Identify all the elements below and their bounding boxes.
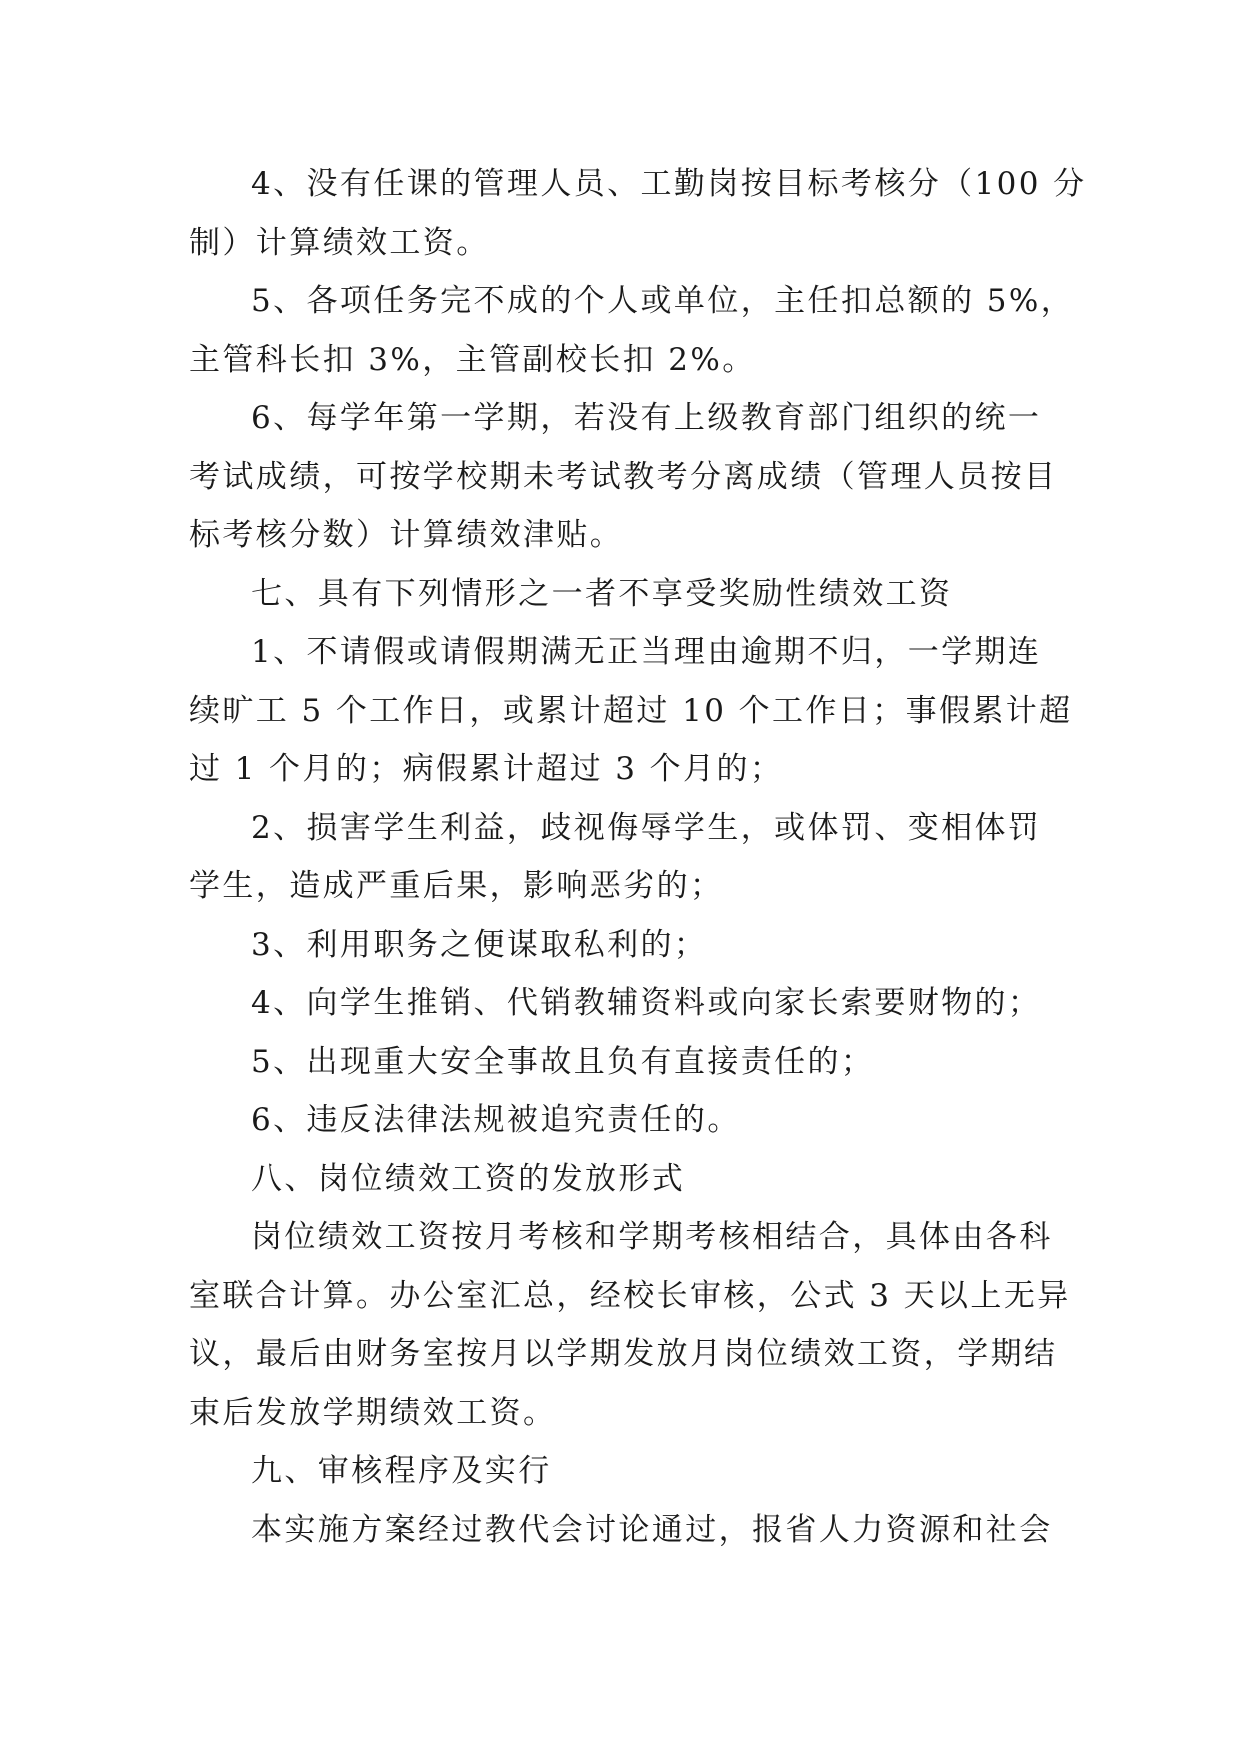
text-line: 3、利用职务之便谋取私利的；	[251, 926, 708, 963]
paragraph-item-3-abuse-of-office	[189, 916, 1051, 975]
text-line: 过 1 个月的；病假累计超过 3 个月的；	[189, 751, 784, 787]
paragraph-item-1-absence	[189, 623, 1073, 799]
text-line: 6、每学年第一学期，若没有上级教育部门组织的统一	[251, 400, 1042, 436]
paragraph-item-6-law-violation	[189, 1091, 1051, 1150]
paragraph-item-4-management-staff	[189, 155, 1087, 272]
text-line: 6、违反法律法规被追究责任的。	[251, 1102, 741, 1138]
paragraph-payment-method	[189, 1208, 1071, 1442]
text-line: 束后发放学期绩效工资。	[189, 1394, 557, 1431]
text-line: 1、不请假或请假期满无正当理由逾期不归，一学期连	[251, 634, 1042, 670]
text-line: 制）计算绩效工资。	[189, 224, 490, 261]
text-line: 5、出现重大安全事故且负有直接责任的；	[251, 1043, 875, 1080]
text-line: 岗位绩效工资按月考核和学期考核相结合，具体由各科	[251, 1219, 1053, 1255]
text-line: 5、各项任务完不成的个人或单位，主任扣总额的 5%，	[251, 283, 1075, 319]
text-line: 室联合计算。办公室汇总，经校长审核，公式 3 天以上无异	[189, 1277, 1071, 1314]
text-line: 学生，造成严重后果，影响恶劣的；	[189, 868, 724, 904]
section-heading-8	[189, 1150, 1051, 1209]
paragraph-item-5-deductions	[189, 272, 1075, 389]
paragraph-item-5-safety-accident	[189, 1033, 1051, 1092]
paragraph-item-2-student-harm	[189, 799, 1051, 916]
text-line: 标考核分数）计算绩效津贴。	[189, 517, 624, 553]
text-line: 七、具有下列情形之一者不享受奖励性绩效工资	[251, 575, 953, 612]
text-line: 议，最后由财务室按月以学期发放月岗位绩效工资，学期结	[189, 1336, 1058, 1372]
text-line: 4、向学生推销、代销教辅资料或向家长索要财物的；	[251, 985, 1042, 1021]
text-line: 4、没有任课的管理人员、工勤岗按目标考核分（100 分	[251, 166, 1087, 202]
text-line: 八、岗位绩效工资的发放形式	[251, 1160, 686, 1197]
paragraph-item-4-selling-materials	[189, 974, 1051, 1033]
paragraph-implementation	[189, 1501, 1051, 1560]
section-heading-9	[189, 1442, 1051, 1501]
text-line: 本实施方案经过教代会讨论通过，报省人力资源和社会	[251, 1511, 1053, 1548]
text-line: 2、损害学生利益，歧视侮辱学生，或体罚、变相体罚	[251, 809, 1042, 846]
text-line: 主管科长扣 3%，主管副校长扣 2%。	[189, 341, 756, 378]
text-line: 续旷工 5 个工作日，或累计超过 10 个工作日；事假累计超	[189, 692, 1073, 729]
text-line: 九、审核程序及实行	[251, 1453, 552, 1489]
paragraph-item-6-first-semester	[189, 389, 1058, 565]
text-line: 考试成绩，可按学校期未考试教考分离成绩（管理人员按目	[189, 458, 1058, 495]
section-heading-7	[189, 565, 1051, 624]
document-page	[189, 155, 1087, 1559]
